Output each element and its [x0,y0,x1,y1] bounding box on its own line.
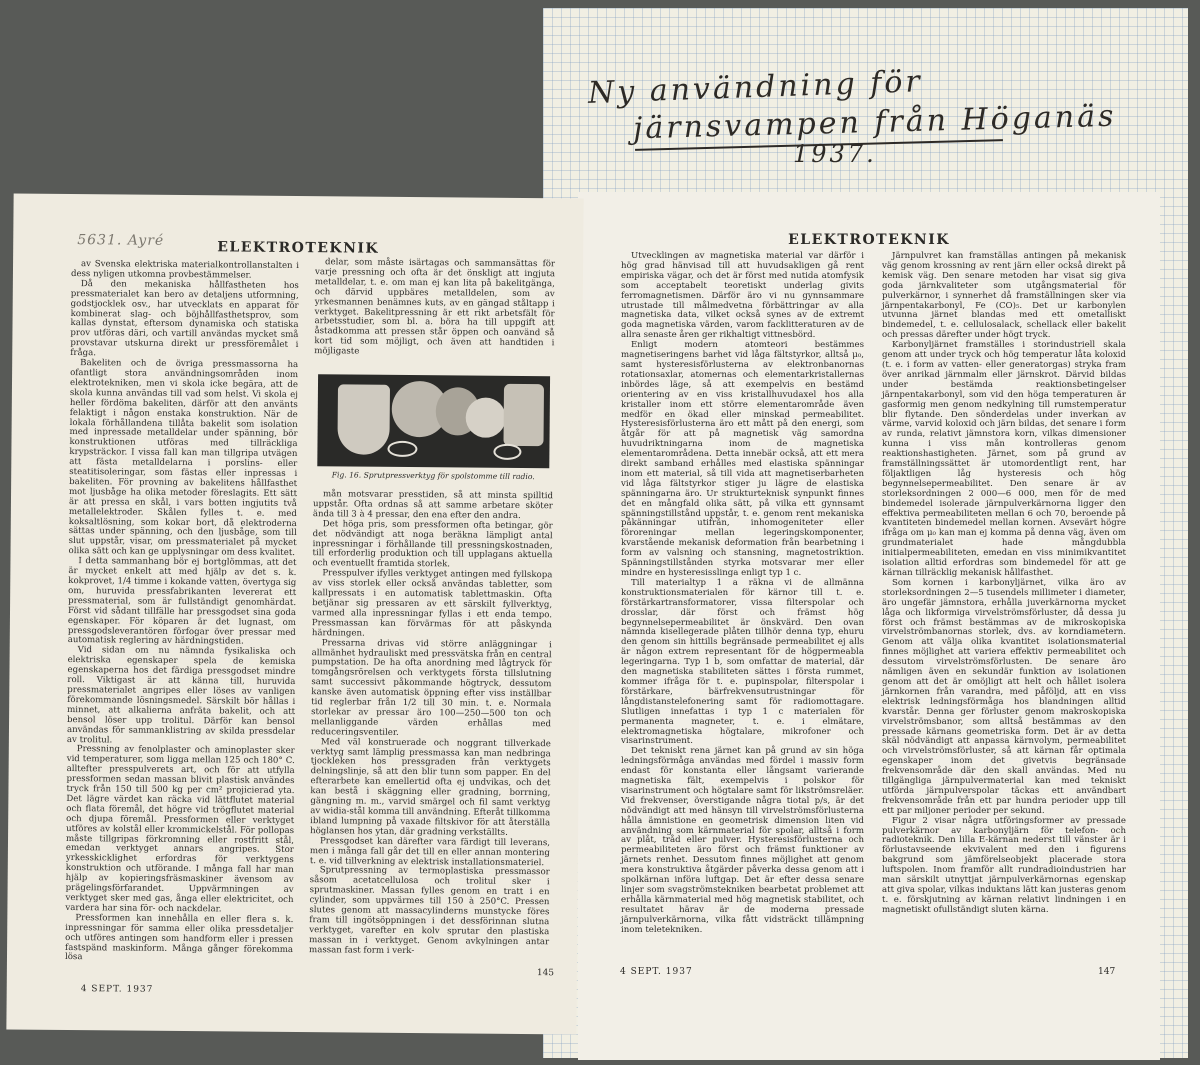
paragraph: Pressning av fenolplaster och aminoplaster sker vid temperaturer, som ligga mellan 125 och 180° C. alltefter presspulverets art, och för att utfylla pressformen sedan massan blivit plastisk användes tryck från 150 till 500 kg per cm² projicierad yta. Det lägre värdet kan räcka vid lättflutet material och flata föremål, det högre vid trögflutet material och djupa föremål. Pressformen eller verktyget utföres av kolstål eller krommickelstål. För pollopas måste tillgripas förkromning eller rostfritt stål, emedan verktyget annars angripes. Stor yrkesskicklighet erfordras för verktygens konstruktion och utförande. I många fall har man hjälp av kopieringsfräsmaskiner ävensom av prägelingsförfarandet. Uppvärmningen av verktyget sker med gas, ånga eller elektricitet, och vardera har sina för- och nackdelar. [65,744,295,915]
note-line-1: Ny användning för [587,64,924,111]
note-year: 1937. [793,140,877,168]
note-line-2: järnsvampen från Höganäs [632,98,1117,147]
figure-16 [317,374,550,481]
coil-bobbin-2 [493,444,521,460]
paragraph: Figur 2 visar några utföringsformer av pressade pulverkärnor av karbonyljärn för telefon- och radioteknik. Den lilla E-kärnan nederst till vänster är i förlustavseende ekvivalent med den i figurens bakgrund som jämförelseobjekt placerade stora luftspolen. Inom framför allt rundradioindustrien har man särskilt utnyttjat järnpulverkärnornas egenskap att giva spolar, vilkas induktans lätt kan justeras genom t. e. förskjutning av kärnan relativt lindningen i en magnetiskt ofullständigt sluten kärna. [882,815,1126,915]
paragraph: Utvecklingen av magnetiska material var därför i hög grad hänvisad till att huvudsakligen gå rent empiriska vägar, och det är först med nutida atomfysik som acceptabelt teoretiskt underlag givits ferromagnetismen. Därför äro vi nu gynnsammare utrustade till målmedvetna förbättringar av alla magnetiska data, vilket också synes av de extremt goda magnetiska värden, varom facklitteraturen av de allra senaste åren ger rikhaltigt vittnesbörd. [621,251,864,341]
text-column-1 [621,251,864,935]
mold-block-right [503,384,544,446]
magazine-page-145 [6,194,583,1035]
text-column-2 [882,251,1126,915]
paragraph: delar, som måste isärtagas och sammansättas för varje pressning och ofta är det önskligt att ingjuta metalldelar, t. e. om man ej kan lita på bakelitgänga, och därvid uppbäres metalldelen, som av yrkesmannen benämnes kuts, av en gängad ståltapp i verktyget. Bakelitpressning är ett rikt arbetsfält för arbetsstudier, som bl. a. böra ha till uppgift att åstadkomma att pressen står öppen och oanvänd så kort tid som möjligt, och även att handtiden i möjligaste [314,257,556,357]
page-title: ELEKTROTEKNIK [217,239,380,257]
coil-bobbin-1 [387,441,417,457]
figure-caption: Fig. 16. Sprutpressverktyg för spolstomme till radio. [331,470,535,482]
paragraph: av Svenska elektriska materialkontrollanstalten i dess nyligen utkomna provbestämmelser. [70,259,300,281]
paragraph: Då den mekaniska hållfastheten hos pressmaterialet kan bero av detaljens utformning, godstjocklek osv., har utvecklats en apparat för kombinerat slag- och böjhållfasthetsprov, som kallas dynstat, eftersom dynamiska och statiska prov utföras däri, och vartill användas mycket små provstavar utskurna direkt ur pressföremålet i fråga. [70,278,299,359]
paragraph: Med väl konstruerade och noggrant tillverkade verktyg samt lämplig pressmassa kan man nedbringa tjockleken hos pressgraden från verktygets delningslinje, så att den blir tunn som papper. En del efterarbete kan emellertid ofta ej undvikas, och det kan bestå i skäggning eller gradning, borrning, gängning m. m., varvid smärgel och fil samt verktyg av widia-stål komma till användning. Efteråt tillkomma ibland lumpning på vaxade filtskivor för att återställa höglansen hos ytan, där gradning verkställts. [310,736,551,838]
paragraph: Järnpulvret kan framställas antingen på mekanisk väg genom krossning av rent järn eller också direkt på kemisk väg. Den senare metoden har visat sig giva goda järnkvaliteter som utgångsmaterial för pulverkärnor, i synnerhet då framställningen sker via järnpentakarbonyl, Fe (CO)₅. Det ur karbonylen utvunna järnet blandas med ett ometalliskt bindemedel, t. e. cellulosalack, schellack eller bakelit och pressas därefter under högt tryck. [882,251,1126,341]
text-column-2-top [314,258,555,370]
page-number: 147 [1098,967,1116,977]
paragraph: Vid sidan om nu nämnda fysikaliska och elektriska egenskaper spela de kemiska egenskaperna hos det färdiga pressgodset mindre roll. Viktigast är att känna till, huruvida pressmaterialet angripes eller löses av vanligen förekommande lösningsmedel. Särskilt bör hållas i minnet, att alkalierna anfräta bakelit, och att bensol löser upp trolitul. Därför kan bensol användas för sammanklistring av skilda pressdelar av trolitul. [66,645,296,745]
pencil-annotation: 5631. Ayré [77,232,165,249]
paragraph: Enligt modern atomteori bestämmes magnetiseringens barhet vid låga fältstyrkor, alltså μ₀, samt hysteresisförlusterna av elektronbanornas rotationsaxlar, atomernas och elementarkristallernas inbördes läge, så att exempelvis en bestämd orientering av en viss kristallhuvudaxel hos alla kristaller inom ett större elementarområde även medför en ökad eller minskad permeabilitet. Hysteresisförlusterna äro ett mått på den energi, som åtgår för att på magnetisk väg samordna huvudriktningarna inom de magnetiska elementarområdena. Detta innebär också, att ett mera direkt samband erhålles med elastiska spänningar inom ett material, så till vida att magnetiserbarheten vid låga fältstyrkor stiger ju lägre de elastiska spänningarna äro. Ur strukturteknisk synpunkt finnes det en mångfald olika sätt, på vilka ett gynnsamt spänningstillstånd uppstår, t. e. genom rent mekaniska påkänningar utifrån, inhomogeniteter eller föroreningar mellan legeringskomponenter, kvarstående mekanisk deformation från bearbetning i form av valsning och stansning, magnetostriktion. Spänningstillstånden styrka motsvarar mer eller mindre en hysteresisslinga enligt typ 1 c. [621,340,864,578]
page-number: 145 [536,968,555,979]
paragraph: Pressformen kan innehålla en eller flera s. k. inpressningar för samma eller olika pressdetaljer och utföres antingen som handform eller i pressen fastspänd maskinform. Många gånger förekomma lösa [64,912,294,963]
mold-disc-3 [466,397,506,437]
paragraph: I detta sammanhang bör ej bortglömmas, att det är mycket enkelt att med hjälp av det s. k. kokprovet, 1/4 timme i kokande vatten, övertyga sig om, huruvida pressfabrikanten levererat ett pressmaterial, som är fullständigt genomhärdat. Först vid sådant tillfälle har pressgodset sina goda egenskaper. För köparen är det lugnast, om pressgodsleverantören förfogar över pressar med automatisk reglering av härdningstiden. [67,556,297,647]
paragraph: Det höga pris, som pressformen ofta betingar, gör det nödvändigt att noga beräkna lämpligt antal inpressningar i förhållande till pressningskostnaden, till erforderlig produktion och till upplagans aktuella och eventuellt framtida storlek. [312,518,553,570]
paragraph: Det tekniskt rena järnet kan på grund av sin höga ledningsförmåga användas med fördel i massiv form endast för konstanta eller långsamt varierande magnetiska fält, exempelvis i polskor för visarinstrument och högtalare samt för likströmsreläer. Vid frekvenser, överstigande några tiotal p/s, är det nödvändigt att med hänsyn till virvelströmsförlusterna hålla ämnistione en geometrisk dimension liten vid användning som kärnmaterial för spolar, alltså i form av plåt, tråd eller pulver. Hysteresisförlusterna och permeabiliteten äro först och främst funktioner av järnets renhet. Dessutom finnes möjlighet att genom mera konstruktiva åtgärder påverka dessa genom att i spolkärnan införa luftgap. Det är efter dessa senare linjer som svagströmstekniken bearbetat problemet att erhålla kärnmaterial med hög magnetisk stabilitet, och resultatet härav är de moderna pressade järnpulverkärnorna, vilka fått vidsträckt tillämpning inom teletekniken. [621,746,864,935]
paragraph: Bakeliten och de övriga pressmassorna ha ofantligt stora användningsområden inom elektrotekniken, men vi skola icke begära, att de skola kunna användas till vad som helst. Vi skola ej heller fördöma bakeliten, därför att den använts felaktigt i någon enstaka konstruktion. När de lokala förhållandena tillåta bakelit som isolation med inpressade metalldelar under spänning, bör konstruktionen utföras med tillräckliga krypsträckor. I vissa fall kan man tillgripa utvägen att fästa metalldelarna i porslins- eller steatitisoleringar, som fästas eller inpressas i bakeliten. För provning av bakelitens hållfasthet mot ljusbåge ha olika metoder föreslagits. Ett sätt är att pressa en skål, i vars botten ingjutits två metallelektroder. Skålen fylles t. e. med koksaltlösning, som kokar bort, då elektroderna sättas under spänning, och den ljusbåge, som till slut uppstår, visar, om pressmaterialet på mycket olika sätt och kan ge upplysningar om dess kvalitet. [68,358,299,559]
photo-injection-mold-tools [317,374,550,468]
paragraph: Karbonyljärnet framställes i storindustriell skala genom att under tryck och hög temperatur låta koloxid (t. e. i form av vatten- eller generatorgas) stryka fram över anrikad järnmalm eller järnskrot. Därvid bildas under bestämda reaktionsbetingelser järnpentakarbonyl, som vid den höga temperaturen är gasformig men genom nedkylning till rumstemperatur blir flytande. Den sönderdelas under inverkan av värme, varvid koloxid och järn bildas, det senare i form av runda, relativt jämnstora korn, vilkas dimensioner kunna i viss mån kontrolleras genom reaktionshastigheten. Järnet, som på grund av framställningssättet är utomordentligt rent, har följaktligen låg hysteresis och hög begynnelsepermeabilitet. Den senare är av storleksordningen 2 000—6 000, men för de med bindemedel isolerade järnpulverkärnorna ligger den effektiva permeabiliteten mellan 6 och 70, beroende på kvantiteten bindemedel mellan kornen. Avsevärt högre ifråga om μ₀ kan man ej komma på denna väg, även om grundmaterialet hade mångdubbla initialpermeabiliteten, emedan en viss minimikvantitet isolation alltid erfordras som bindemedel för att ge kärnan tillräcklig mekanisk hållfasthet. [882,340,1126,578]
text-column-1 [65,260,299,970]
mold-block-left [337,384,390,454]
text-column-2-bottom [309,490,553,972]
paragraph: Sprutpressning av termoplastiska pressmassor såsom acetatcellulosa och trolitul sker i sprutmaskiner. Massan fylles genom en tratt i en cylinder, som uppvärmes till 150 à 250°C. Pressen slutes genom att massacylinderns munstycke föres fram till ingötsöppningen i det dessförinnan slutna verktyget, varefter en kolv sprutar den plastiska massan in i verktyget. Genom avkylningen antar massan fast form i verk- [309,865,550,956]
paragraph: Till materialtyp 1 a räkna vi de allmänna konstruktionsmaterialen för kärnor till t. e. förstärkartransformatorer, vissa filterspolar och drosslar, där först och främst hög begynnelsepermeabilitet är önskvärd. Den ovan nämnda kisellegerade plåten tillhör denna typ, ehuru den genom sin hittills begränsade permeabilitet ej alls är någon extrem representant för de högpermeabla legeringarna. Typ 1 b, som omfattar de material, där den magnetiska stabiliteten sättes i första rummet, kommer ifråga för t. e. pupinspolar, filterspolar i förstärkare, bärfrekvensutrustningar för långdistanstelefonering samt för radiomottagare. Slutligen innefattas i typ 1 c materialen för permanenta magneter, t. e. i elmätare, elektromagnetiska högtalare, mikrofoner och visarinstrument. [621,577,864,747]
magazine-page-147 [578,192,1160,1060]
footer-date: 4 SEPT. 1937 [620,967,693,977]
paragraph: Pressgodset kan därefter vara färdigt till leverans, men i många fall går det till en eller annan montering t. e. vid tillverkning av elektrisk installationsmateriel. [309,835,551,868]
paragraph: Pressarna drivas vid större anläggningar i allmänhet hydrauliskt med pressvätska från en central pumpstation. De ha ofta anordning med lågtryck för tomgångsrörelsen och verktygets första tillslutning samt successivt påkommande högtryck, dessutom kanske även automatisk öppning efter viss inställbar tid reglerbar från 1/2 till 30 min. t. e. Normala storlekar av pressar äro 100—250—500 ton och mellanliggande värden erhållas med reduceringsventiler. [310,637,552,738]
paragraph: mån motsvarar presstiden, så att minsta spilltid uppstår. Ofta ordnas så att samme arbetare sköter ända till 3 à 4 pressar, den ena efter den andra. [312,489,554,521]
paragraph: Presspulver ifylles verktyget antingen med fyllskopa av viss storlek eller också användas tabletter, som kallpressats i en automatisk tablettmaskin. Ofta betjänar sig pressaren av ett särskilt fyllverktyg, varmed alla inpressningar fyllas i ett enda tempo. Pressmassan kan förvärmas för att påskynda härdningen. [311,568,553,639]
paragraph: Som kornen i karbonyljärnet, vilka äro av storleksordningen 2—5 tusendels millimeter i diameter, äro ungefär jämnstora, erhålla juverkärnorna mycket låga och likformiga virvelströmsförluster, då dessa ju först och främst bestämmas av de mikroskopiska virvelströmbanornas storlek, dvs. av korndiametern. Genom att välja olika kvantitet isolationsmaterial finnes möjlighet att variera effektiv permeabilitet och dessutom virvelströmsförlusten. De senare äro nämligen även en sekundär funktion av isolationen genom att det är omöjligt att helt och hållet isolera järnkornen från varandra, med påföljd, att en viss elektrisk ledningsförmåga hos blandningen alltid kvarstår. Denna ger förluster genom makroskopiska virvelströmsbanor, som alltså bestämmas av den pressade kärnans geometriska form. Det är av detta skäl nödvändigt att anpassa kärnvolym, permeabilitet och virvelströmsförluster, så att kärnan får optimala egenskaper inom det givetvis begränsade frekvensområde där den skall användas. Med nu tillgängliga järnpulvermaterial kan med tekniskt utförda järnpulverspolar täckas ett användbart frekvensområde från ett par hundra perioder upp till ett par miljoner perioder per sekund. [882,577,1126,816]
page-title: ELEKTROTEKNIK [788,232,950,248]
footer-date: 4 SEPT. 1937 [80,984,154,995]
